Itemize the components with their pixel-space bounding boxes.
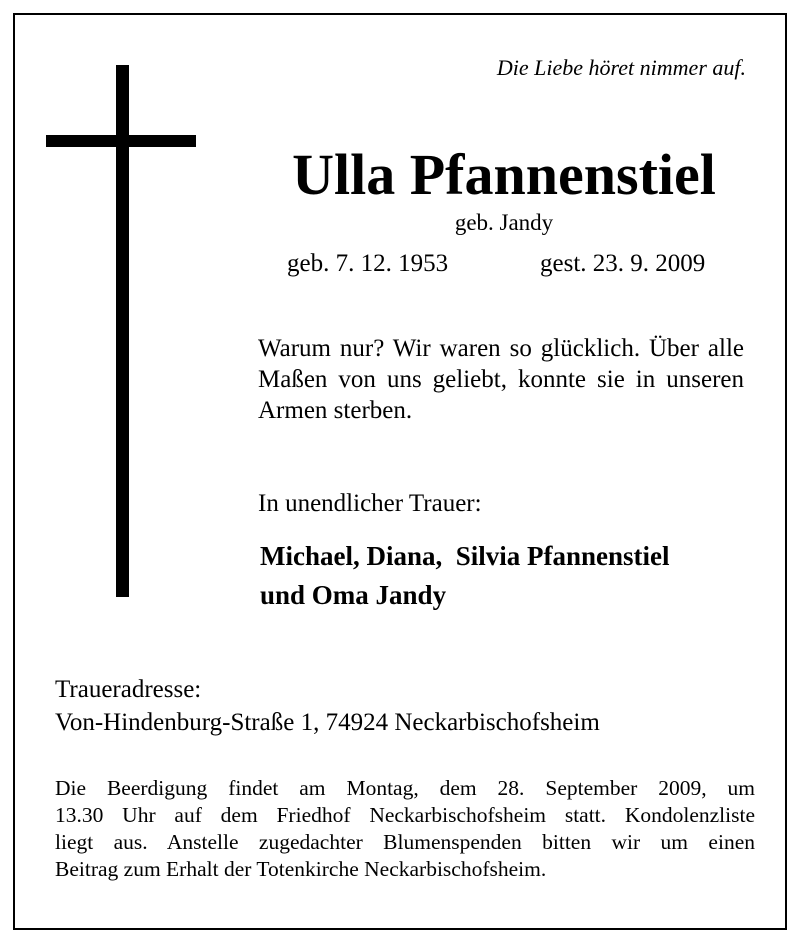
address-value: Von-Hindenburg-Straße 1, 74924 Neckarbischofsheim xyxy=(55,709,600,736)
deceased-name: Ulla Pfannenstiel xyxy=(292,142,716,207)
funeral-notice-line: liegt aus. Anstelle zugedachter Blumenspenden bitten wir um einen xyxy=(55,830,755,854)
cross-icon-crossbar xyxy=(46,135,196,147)
motto: Die Liebe höret nimmer auf. xyxy=(496,55,746,80)
mourners-line: und Oma Jandy xyxy=(260,580,447,610)
funeral-notice-line: Die Beerdigung findet am Montag, dem 28. September 2009, um xyxy=(55,776,755,800)
memorial-quote: Warum nur? Wir waren so glücklich. Über alle Maßen von uns geliebt, konnte sie in unseren Armen sterben. xyxy=(258,335,744,424)
funeral-notice xyxy=(55,775,755,883)
mourners xyxy=(260,537,670,615)
funeral-notice-line: 13.30 Uhr auf dem Friedhof Neckarbischofsheim statt. Kondolenzliste xyxy=(55,803,755,827)
mourning-intro: In unendlicher Trauer: xyxy=(258,490,482,517)
funeral-notice-line: Beitrag zum Erhalt der Totenkirche Neckarbischofsheim. xyxy=(55,857,547,881)
death-date: gest. 23. 9. 2009 xyxy=(540,250,706,277)
mourners-line: Michael, Diana, Silvia Pfannenstiel xyxy=(260,541,670,571)
address-label: Traueradresse: xyxy=(55,676,202,703)
birth-date: geb. 7. 12. 1953 xyxy=(287,250,449,277)
maiden-name: geb. Jandy xyxy=(454,210,554,235)
